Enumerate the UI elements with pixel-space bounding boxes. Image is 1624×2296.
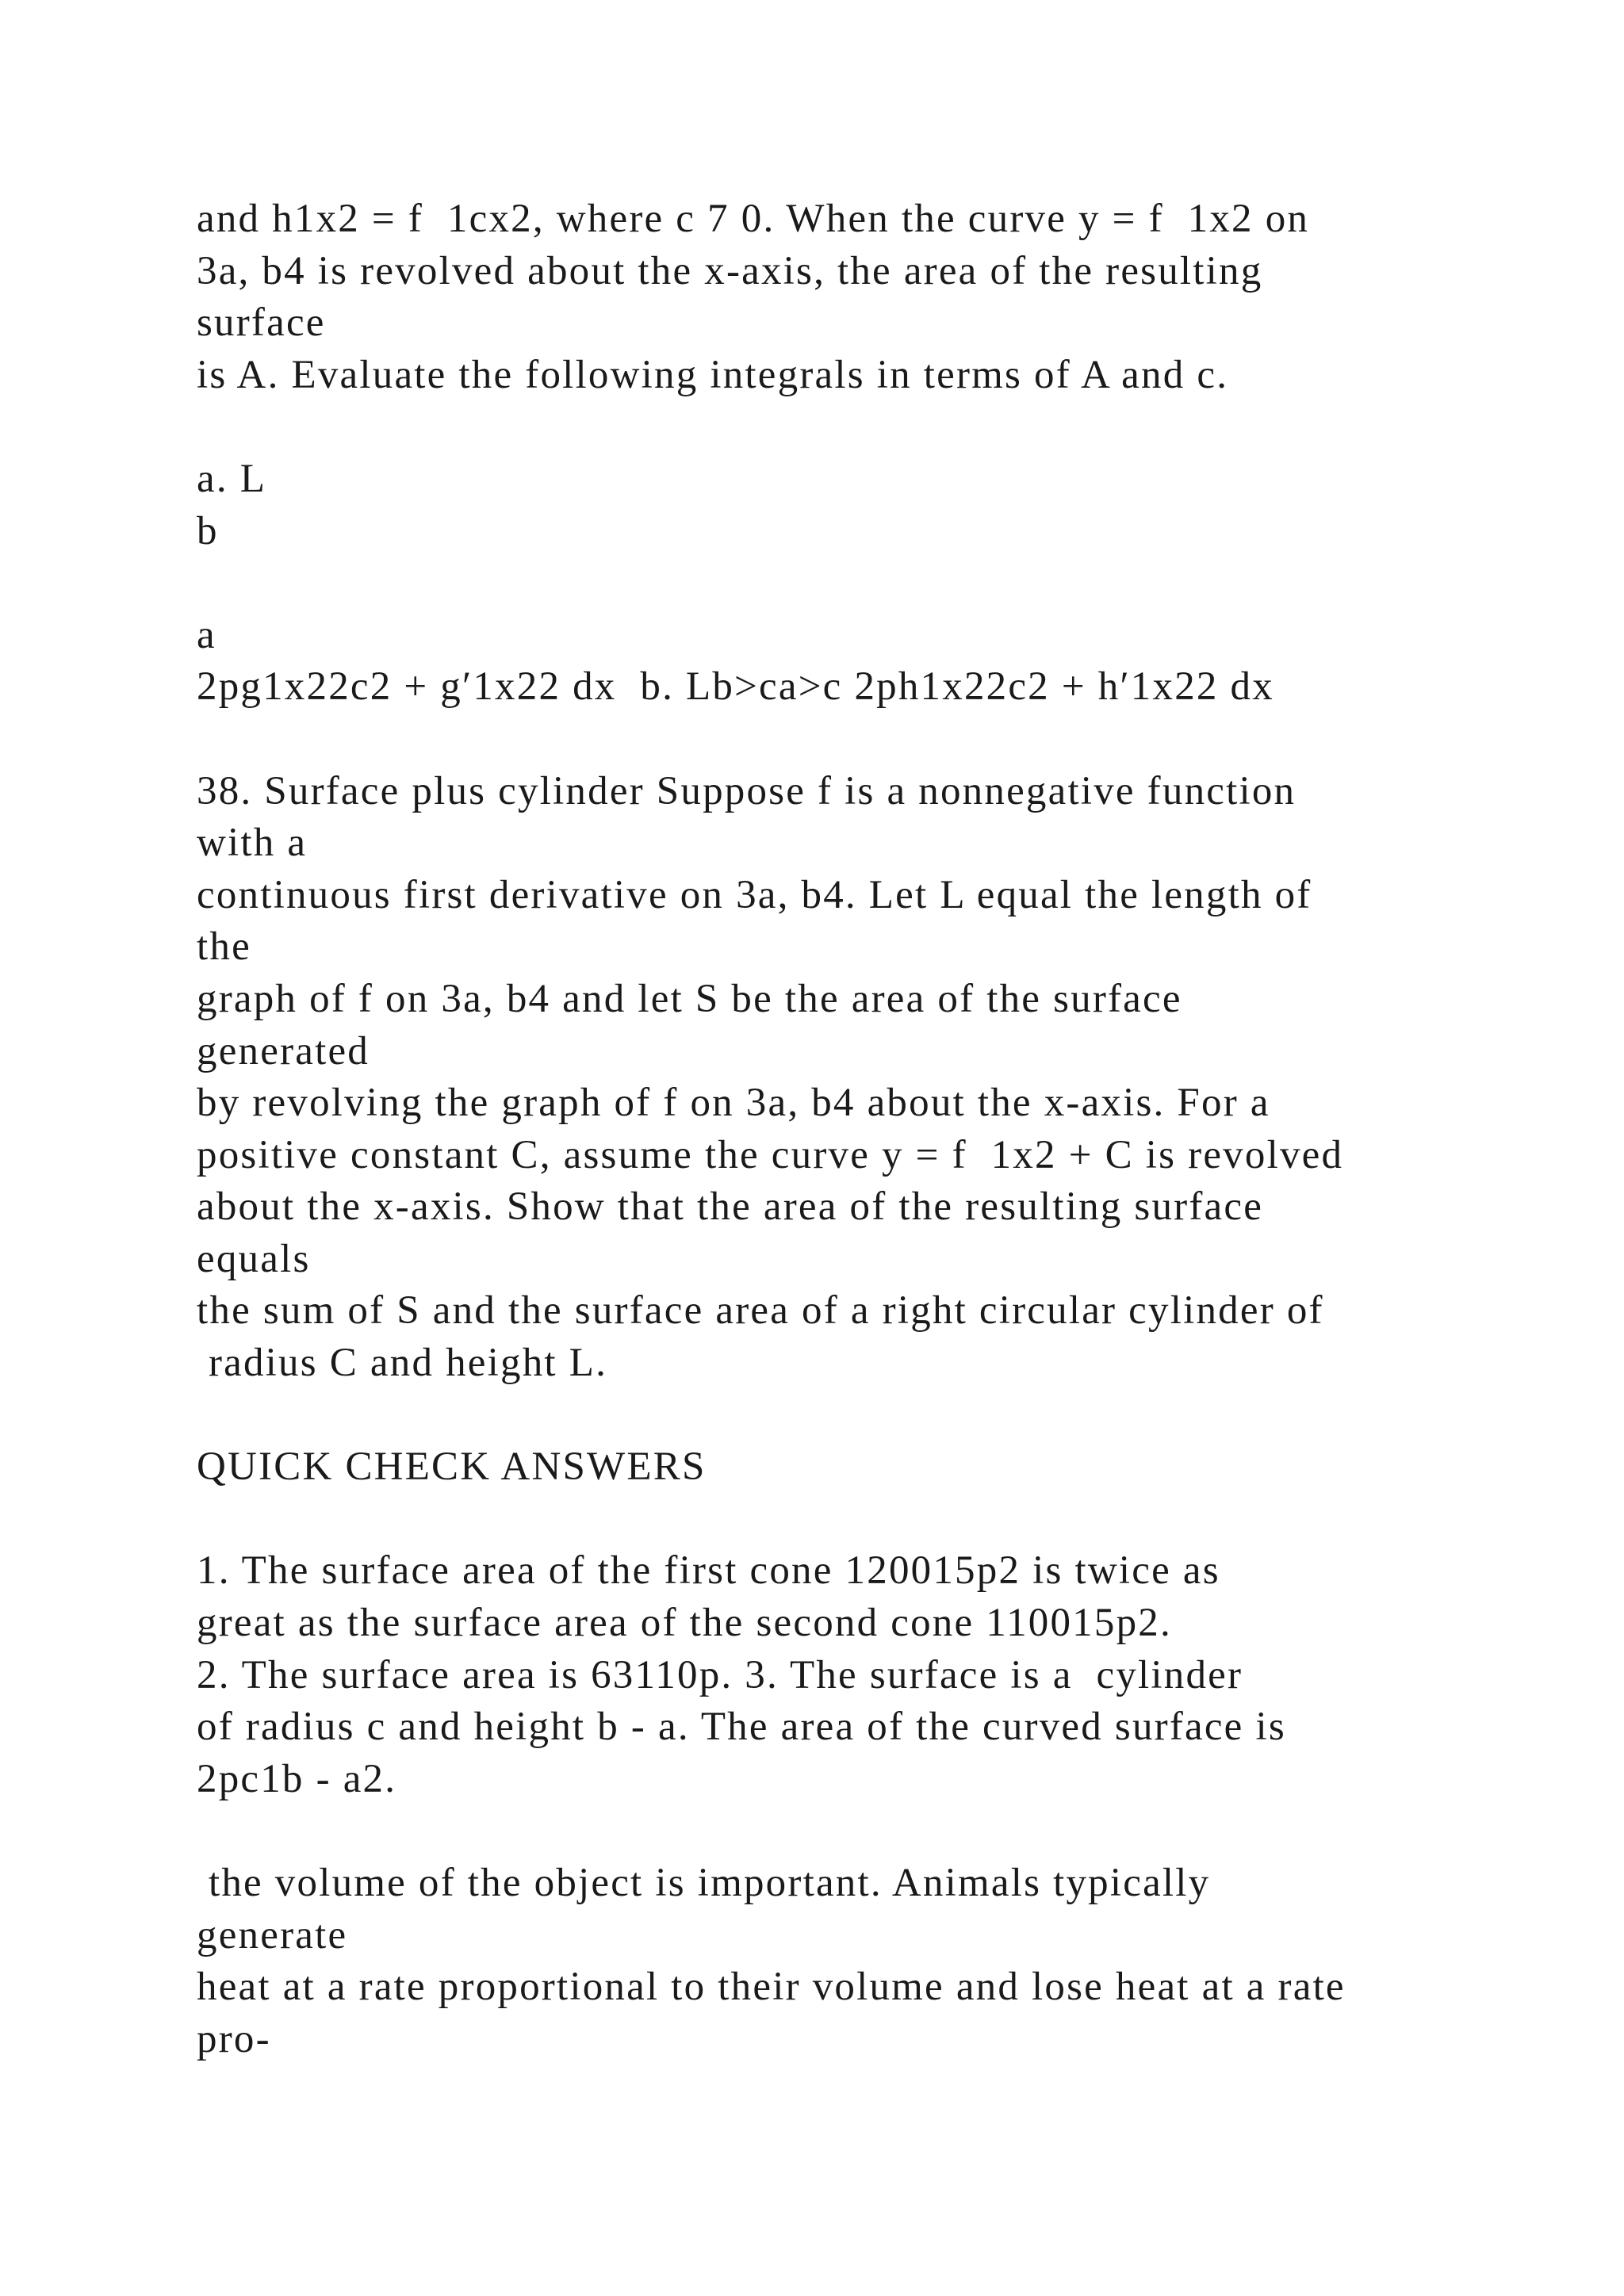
text-line: equals	[197, 1236, 311, 1281]
text-line: 2pg1x22c2 + g′1x22 dx b. Lb>ca>c 2ph1x22c2 + h′1x22 dx	[197, 664, 1274, 710]
blank-line	[197, 1805, 1545, 1858]
text-line: pro-	[197, 2016, 271, 2061]
text-line: generate	[197, 1912, 348, 1957]
text-line: surface	[197, 300, 326, 346]
text-line: and h1x2 = f 1cx2, where c 7 0. When the curve y = f 1x2 on	[197, 197, 1310, 241]
text-line: 2pc1b - a2.	[197, 1756, 397, 1801]
text-line: a. L	[197, 456, 267, 501]
text-line: by revolving the graph of f on 3a, b4 about the x-axis. For a	[197, 1081, 1270, 1126]
blank-line	[197, 1494, 1545, 1546]
blank-line	[197, 1390, 1545, 1442]
text-line: the sum of S and the surface area of a right circular cylinder of	[197, 1288, 1324, 1334]
text-line: radius C and height L.	[197, 1341, 608, 1386]
text-line: a	[197, 612, 216, 657]
text-line: b	[197, 508, 219, 553]
blank-line	[197, 557, 1545, 610]
text-line: the volume of the object is important. Animals typically	[197, 1861, 1211, 1905]
document-body	[197, 193, 1545, 2065]
text-line: generated	[197, 1028, 370, 1073]
text-line: continuous first derivative on 3a, b4. Let L equal the length of	[197, 872, 1312, 917]
text-line: of radius c and height b - a. The area of the curved surface is	[197, 1705, 1286, 1750]
text-line: 3a, b4 is revolved about the x-axis, the area of the resulting	[197, 248, 1263, 293]
text-line: graph of f on 3a, b4 and let S be the area of the surface	[197, 976, 1182, 1021]
text-line: with a	[197, 821, 308, 866]
blank-line	[197, 401, 1545, 453]
text-line: 1. The surface area of the first cone 120015p2 is twice as	[197, 1548, 1220, 1594]
text-line: heat at a rate proportional to their volume and lose heat at a rate	[197, 1965, 1346, 2010]
text-line: the	[197, 924, 251, 970]
text-line: 2. The surface area is 63110p. 3. The surface is a cylinder	[197, 1652, 1243, 1697]
text-line: about the x-axis. Show that the area of the resulting surface	[197, 1184, 1264, 1230]
text-line: is A. Evaluate the following integrals in terms of A and c.	[197, 352, 1229, 397]
text-line: 38. Surface plus cylinder Suppose f is a nonnegative function	[197, 768, 1297, 813]
section-heading: QUICK CHECK ANSWERS	[197, 1445, 707, 1490]
text-line: positive constant C, assume the curve y = f 1x2 + C is revolved	[197, 1132, 1344, 1177]
blank-line	[197, 714, 1545, 766]
text-line: great as the surface area of the second cone 110015p2.	[197, 1601, 1172, 1646]
